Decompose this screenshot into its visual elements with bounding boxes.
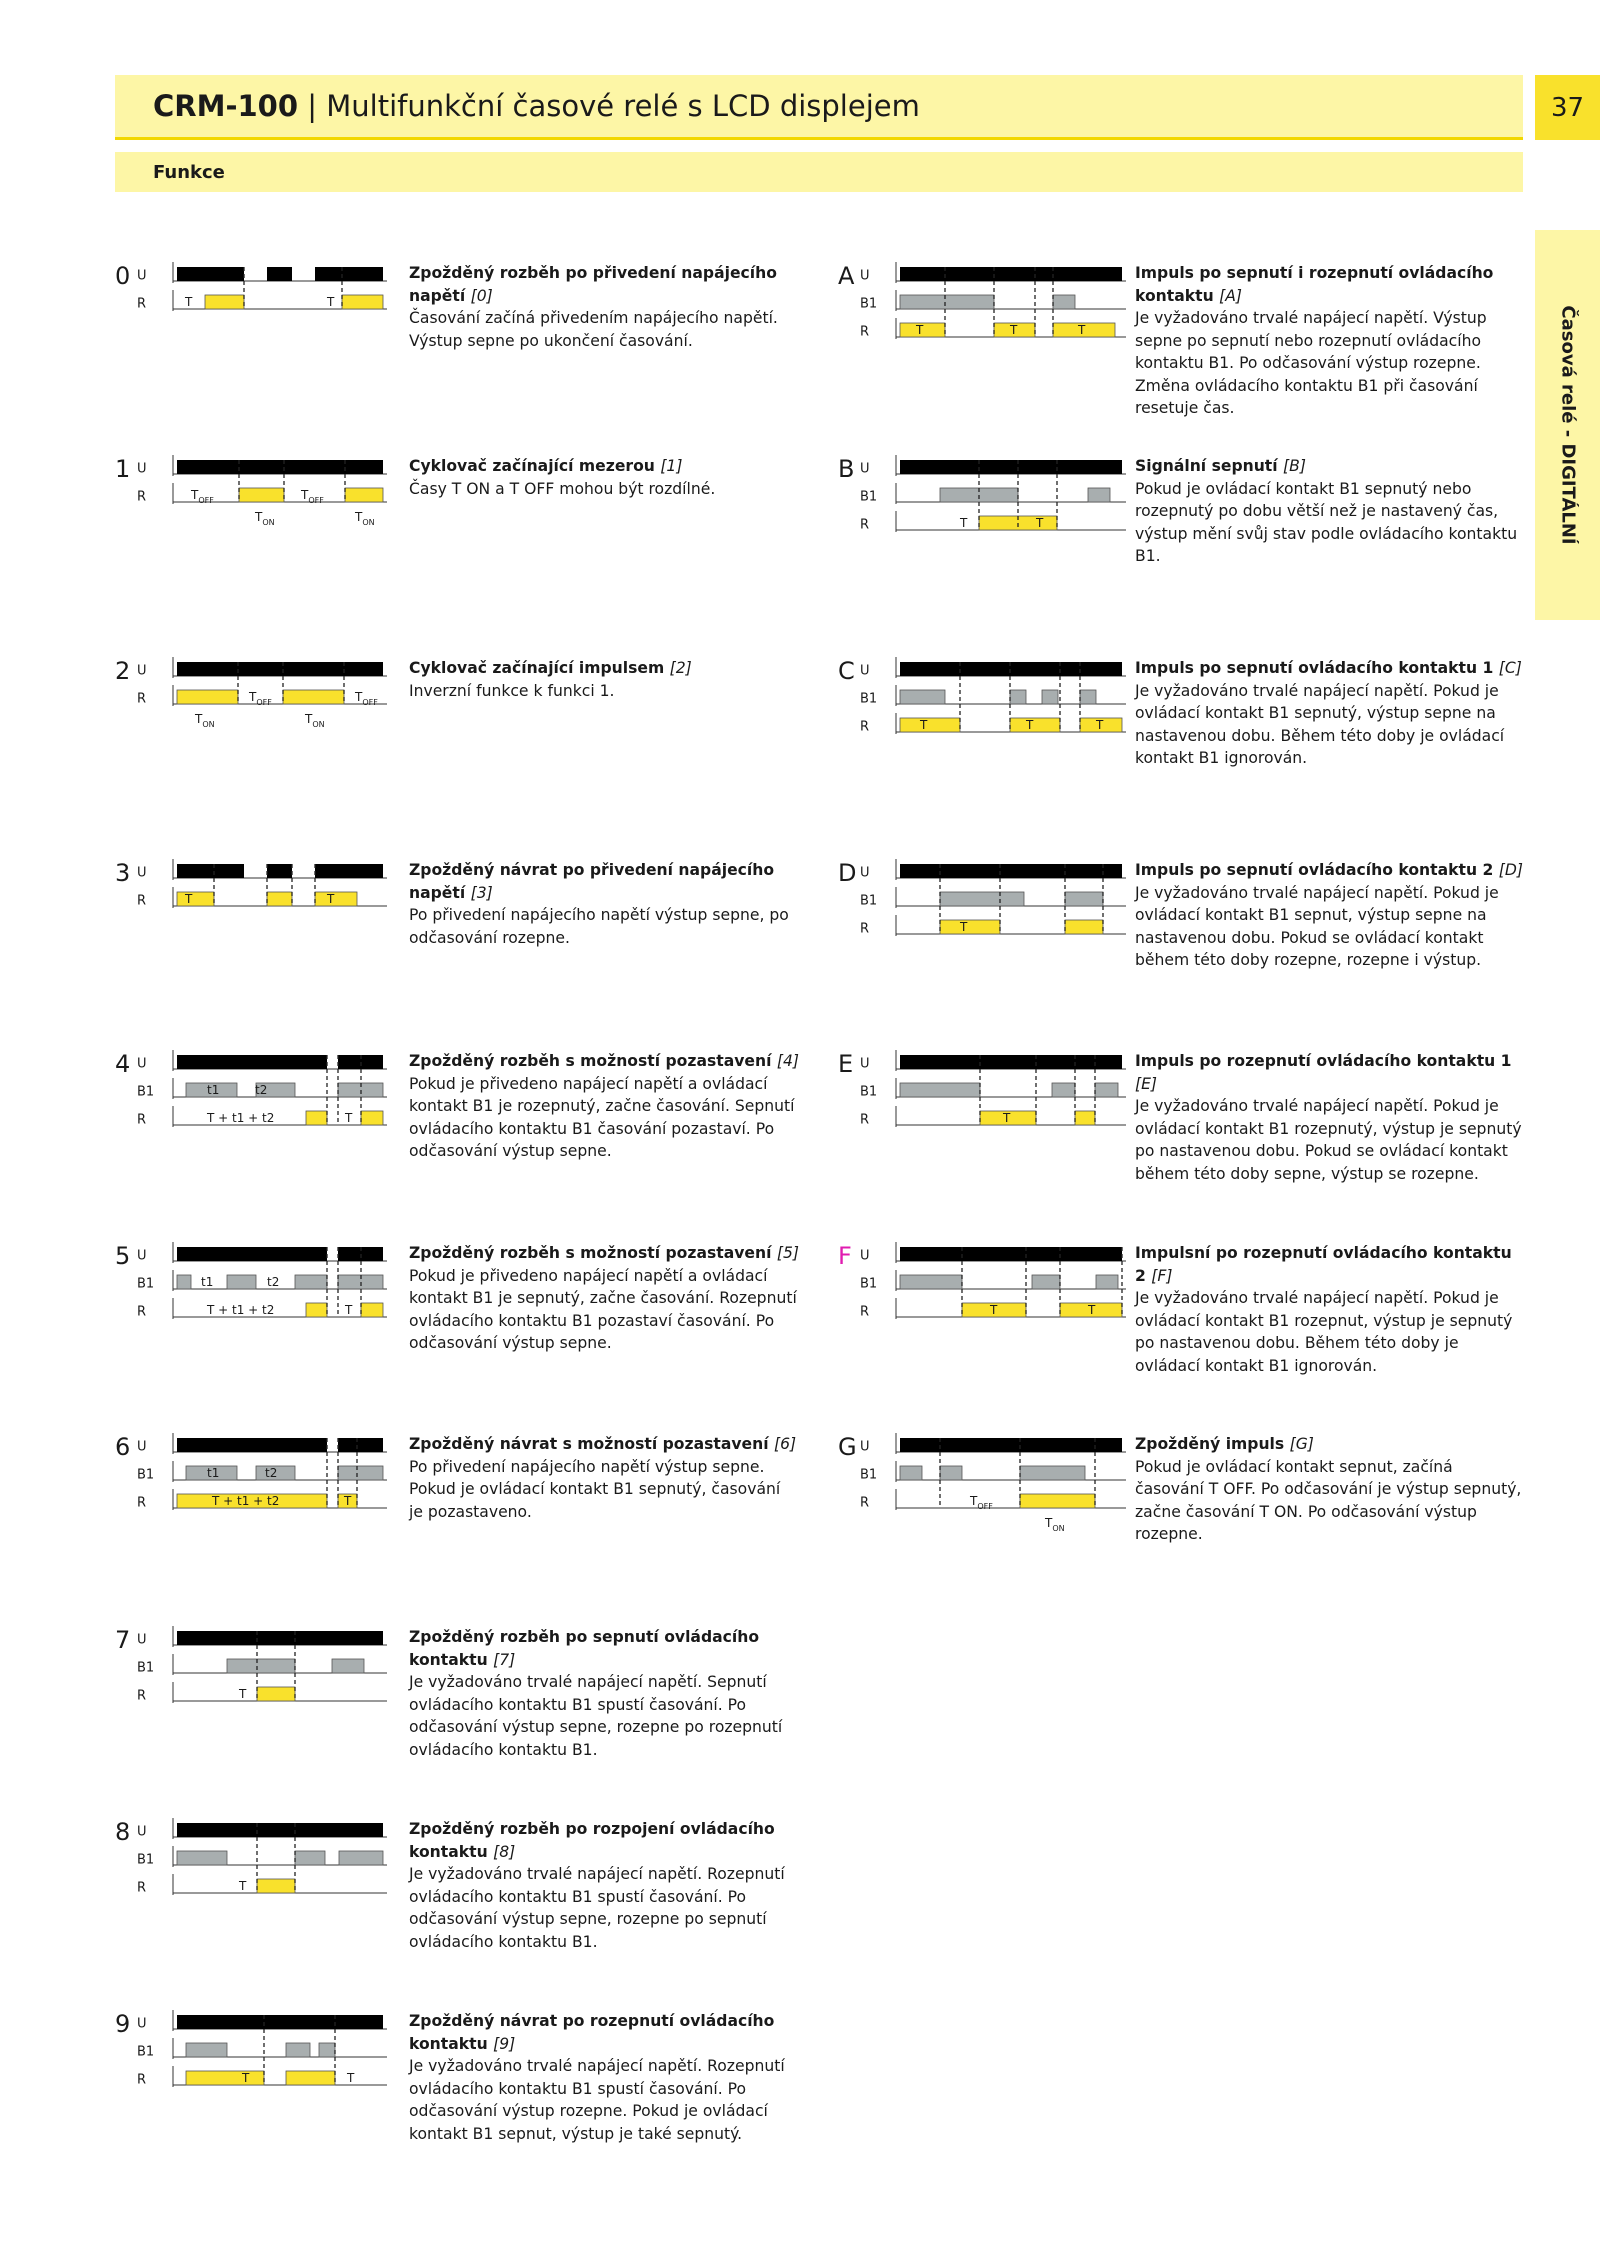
- function-description: Inverzní funkce k funkci 1.: [409, 681, 615, 700]
- function-title-text: Zpožděný návrat po přivedení napájecího napětí: [409, 861, 775, 902]
- time-label: T: [185, 295, 193, 309]
- supply-pulse: [177, 1247, 327, 1261]
- function-key: [7]: [493, 1650, 516, 1669]
- function-title-text: Zpožděný rozběh s možností pozastavení: [409, 1052, 772, 1070]
- function-title: [409, 1818, 799, 1863]
- contact-pulse: [295, 1851, 325, 1865]
- function-description: Je vyžadováno trvalé napájecí napětí. Sepnutí ovládacího kontaktu B1 spustí časování. Po odčasování výstup sepne, rozepne po rozepnutí ovládacího kontaktu B1.: [409, 1673, 783, 1759]
- time-label: T: [960, 516, 968, 530]
- function-description: Je vyžadováno trvalé napájecí napětí. Rozepnutí ovládacího kontaktu B1 spustí časování. Po odčasování výstup sepne, rozepne po sepnutí ovládacího kontaktu B1.: [409, 1865, 785, 1951]
- time-label: $T_{OFF}$: [191, 488, 214, 505]
- time-label: T: [1026, 718, 1034, 732]
- output-pulse: [900, 718, 960, 732]
- function-title-text: Zpožděný rozběh po sepnutí ovládacího kontaktu: [409, 1628, 760, 1669]
- function-description: Je vyžadováno trvalé napájecí napětí. Pokud je ovládací kontakt B1 sepnutý, výstup sepne na nastavenou dobu. Během této doby je ovládací kontakt B1 ignorován.: [1135, 681, 1505, 767]
- function-title: [1135, 262, 1525, 307]
- row-label-r: R: [860, 324, 870, 340]
- row-label-u: U: [137, 1248, 147, 1264]
- contact-pulse: [177, 1851, 227, 1865]
- row-label-r: R: [860, 921, 870, 937]
- function-key: [F]: [1151, 1266, 1173, 1285]
- function-description: Po přivedení napájecího napětí výstup sepne. Pokud je ovládací kontakt B1 sepnutý, časování je pozastaveno.: [409, 1457, 781, 1521]
- contact-pulse: [1052, 1083, 1075, 1097]
- supply-pulse: [177, 267, 244, 281]
- time-label: $T_{OFF}$: [970, 1494, 993, 1511]
- supply-pulse: [900, 662, 1122, 676]
- function-description: Časy T ON a T OFF mohou být rozdílné.: [409, 479, 716, 498]
- row-label-u: U: [137, 1056, 147, 1072]
- output-pulse: [342, 295, 383, 309]
- row-label-r: R: [137, 1112, 147, 1128]
- supply-pulse: [177, 460, 383, 474]
- function-key: [C]: [1498, 659, 1522, 677]
- time-label: $T_{ON}$: [305, 712, 325, 729]
- contact-pulse: [900, 1083, 980, 1097]
- row-label-b1: B1: [860, 1276, 878, 1292]
- section-bar: [115, 152, 1523, 192]
- output-pulse: [1065, 920, 1103, 934]
- row-label-r: R: [137, 1495, 147, 1511]
- time-label: T: [990, 1303, 998, 1317]
- row-label-b1: B1: [860, 691, 878, 707]
- function-description: Pokud je ovládací kontakt sepnut, začíná časování T OFF. Po odčasování je výstup sepnutý, začne časování T ON. Po odčasování výstup rozepne.: [1135, 1457, 1522, 1543]
- contact-pulse: [1042, 690, 1058, 704]
- function-text: [1135, 1433, 1525, 1546]
- function-title-text: Impuls po sepnutí ovládacího kontaktu 2: [1135, 861, 1494, 879]
- supply-pulse: [267, 864, 292, 878]
- contact-pulse: [900, 295, 994, 309]
- supply-pulse: [315, 864, 383, 878]
- contact-pulse: [1053, 295, 1075, 309]
- function-title-text: Cyklovač začínající mezerou: [409, 457, 655, 475]
- supply-pulse: [900, 460, 1122, 474]
- time-label: T: [1088, 1303, 1096, 1317]
- function-description: Je vyžadováno trvalé napájecí napětí. Výstup sepne po sepnutí nebo rozepnutí ovládacího kontaktu B1. Po odčasování výstup rozepne. Změna ovládacího kontaktu B1 při časování resetuje čas.: [1135, 309, 1487, 417]
- function-title: [409, 1050, 799, 1073]
- function-code: F: [838, 1242, 852, 1270]
- contact-pulse: [1096, 1275, 1118, 1289]
- function-description: Časování začíná přivedením napájecího napětí. Výstup sepne po ukončení časování.: [409, 309, 778, 350]
- time-label: T + t1 + t2: [207, 1111, 275, 1125]
- side-tab: [1535, 230, 1600, 620]
- function-title: [1135, 1050, 1525, 1095]
- function-description: Pokud je přivedeno napájecí napětí a ovládací kontakt B1 je sepnutý, začne časování. Rozepnutí ovládacího kontaktu B1 pozastaví časování. Po odčasování výstup sepne.: [409, 1266, 797, 1352]
- time-label: T: [327, 892, 335, 906]
- contact-pulse: [339, 1851, 383, 1865]
- function-text: [409, 657, 799, 702]
- function-title: [409, 262, 799, 307]
- time-label: T: [239, 1687, 247, 1701]
- function-title-text: Signální sepnutí: [1135, 457, 1278, 475]
- function-text: [409, 1818, 799, 1953]
- supply-pulse: [177, 864, 244, 878]
- row-label-r: R: [137, 296, 147, 312]
- function-code: 8: [115, 1818, 131, 1846]
- row-label-r: R: [137, 1880, 147, 1896]
- function-title-text: Zpožděný rozběh po rozpojení ovládacího kontaktu: [409, 1820, 775, 1861]
- contact-pulse: [1088, 488, 1110, 502]
- contact-pulse: [940, 1466, 962, 1480]
- supply-pulse: [900, 267, 1122, 281]
- function-text: [409, 1626, 799, 1761]
- title-separator: |: [307, 89, 318, 123]
- function-code: 1: [115, 455, 131, 483]
- contact-pulse: [332, 1659, 364, 1673]
- output-pulse: [1010, 718, 1060, 732]
- row-label-b1: B1: [860, 489, 878, 505]
- row-label-r: R: [137, 1304, 147, 1320]
- time-label: t2: [267, 1275, 280, 1289]
- function-title: [409, 1433, 799, 1456]
- supply-pulse: [267, 267, 292, 281]
- function-text: [409, 262, 799, 352]
- function-code: D: [838, 859, 857, 887]
- function-title-text: Cyklovač začínající impulsem: [409, 659, 665, 677]
- row-label-r: R: [860, 719, 870, 735]
- function-code: B: [838, 455, 855, 483]
- output-pulse: [361, 1111, 383, 1125]
- function-description: Je vyžadováno trvalé napájecí napětí. Pokud je ovládací kontakt B1 rozepnut, výstup je sepnutý po nastavenou dobu. Během této doby je ovládací kontakt B1 ignorován.: [1135, 1289, 1513, 1375]
- row-label-u: U: [137, 865, 147, 881]
- time-label: $T_{ON}$: [195, 712, 215, 729]
- row-label-r: R: [137, 2072, 147, 2088]
- row-label-b1: B1: [860, 1467, 878, 1483]
- row-label-b1: B1: [137, 1276, 155, 1292]
- supply-pulse: [900, 864, 1122, 878]
- function-key: [G]: [1289, 1435, 1314, 1453]
- header-bar: [115, 75, 1523, 140]
- time-label: T: [960, 920, 968, 934]
- function-description: Je vyžadováno trvalé napájecí napětí. Pokud je ovládací kontakt B1 rozepnutý, výstup je sepnutý po nastavenou dobu. Pokud se ovládací kontakt během této doby sepne, výstup se rozepne.: [1135, 1097, 1522, 1183]
- supply-pulse: [177, 1631, 383, 1645]
- function-title-text: Impuls po rozepnutí ovládacího kontaktu 1: [1135, 1052, 1512, 1070]
- function-code: 2: [115, 657, 131, 685]
- row-label-u: U: [860, 268, 870, 284]
- output-pulse: [306, 1111, 327, 1125]
- time-label: $T_{ON}$: [355, 510, 375, 527]
- row-label-u: U: [137, 2016, 147, 2032]
- contact-pulse: [227, 1659, 295, 1673]
- function-description: Je vyžadováno trvalé napájecí napětí. Rozepnutí ovládacího kontaktu B1 spustí časování. Po odčasování výstup rozepne. Pokud je ovládací kontakt B1 sepnut, výstup je také sepnutý.: [409, 2057, 785, 2143]
- time-label: T: [239, 1879, 247, 1893]
- output-pulse: [286, 2071, 335, 2085]
- contact-pulse: [177, 1275, 191, 1289]
- function-key: [4]: [776, 1052, 799, 1070]
- function-text: [409, 1433, 799, 1523]
- function-text: [409, 2010, 799, 2145]
- row-label-u: U: [860, 1248, 870, 1264]
- contact-pulse: [1020, 1466, 1085, 1480]
- output-pulse: [257, 1687, 295, 1701]
- time-label: T: [185, 892, 193, 906]
- function-text: [1135, 1242, 1525, 1377]
- contact-pulse: [1032, 1275, 1060, 1289]
- contact-pulse: [186, 2043, 227, 2057]
- section-title: Funkce: [153, 162, 225, 183]
- contact-pulse: [338, 1466, 383, 1480]
- function-key: [2]: [669, 659, 692, 677]
- contact-pulse: [319, 2043, 335, 2057]
- function-title-text: Impuls po sepnutí i rozepnutí ovládacího kontaktu: [1135, 264, 1494, 305]
- contact-pulse: [1080, 690, 1096, 704]
- row-label-b1: B1: [137, 2044, 155, 2060]
- row-label-b1: B1: [860, 1084, 878, 1100]
- function-text: [1135, 262, 1525, 420]
- row-label-r: R: [860, 1112, 870, 1128]
- row-label-r: R: [137, 489, 147, 505]
- supply-pulse: [177, 2015, 383, 2029]
- function-text: [1135, 859, 1525, 972]
- contact-pulse: [1010, 690, 1026, 704]
- function-code: 9: [115, 2010, 131, 2038]
- contact-pulse: [900, 690, 945, 704]
- function-title: [1135, 859, 1525, 882]
- output-pulse: [283, 690, 344, 704]
- output-pulse: [361, 1303, 383, 1317]
- function-title: [409, 1242, 799, 1265]
- supply-pulse: [900, 1247, 1122, 1261]
- row-label-u: U: [137, 1632, 147, 1648]
- function-title-text: Impuls po sepnutí ovládacího kontaktu 1: [1135, 659, 1494, 677]
- row-label-u: U: [137, 663, 147, 679]
- output-pulse: [186, 2071, 264, 2085]
- time-label: T: [345, 1111, 353, 1125]
- function-title-text: Zpožděný rozběh s možností pozastavení: [409, 1244, 772, 1262]
- output-pulse: [239, 488, 284, 502]
- supply-pulse: [177, 662, 383, 676]
- output-pulse: [205, 295, 244, 309]
- row-label-b1: B1: [137, 1084, 155, 1100]
- time-label: $T_{ON}$: [255, 510, 275, 527]
- time-label: T: [345, 1303, 353, 1317]
- time-label: T: [327, 295, 335, 309]
- supply-pulse: [900, 1055, 1122, 1069]
- function-title: [409, 2010, 799, 2055]
- function-key: [0]: [470, 286, 493, 305]
- function-code: 4: [115, 1050, 131, 1078]
- contact-pulse: [1065, 892, 1103, 906]
- function-code: 3: [115, 859, 131, 887]
- row-label-r: R: [860, 1495, 870, 1511]
- row-label-u: U: [860, 1056, 870, 1072]
- row-label-b1: B1: [860, 296, 878, 312]
- supply-pulse: [315, 267, 383, 281]
- supply-pulse: [177, 1823, 383, 1837]
- contact-pulse: [900, 1466, 922, 1480]
- row-label-r: R: [137, 1688, 147, 1704]
- page-number: 37: [1535, 75, 1600, 140]
- time-label: T: [344, 1494, 352, 1508]
- function-text: [409, 455, 799, 500]
- function-code: G: [838, 1433, 857, 1461]
- row-label-b1: B1: [137, 1467, 155, 1483]
- row-label-b1: B1: [137, 1852, 155, 1868]
- function-key: [E]: [1135, 1074, 1158, 1093]
- contact-pulse: [295, 1275, 327, 1289]
- function-code: C: [838, 657, 855, 685]
- side-tab-label: Časová relé - DIGITÁLNÍ: [1557, 305, 1578, 545]
- row-label-u: U: [860, 461, 870, 477]
- supply-pulse: [338, 1438, 383, 1452]
- output-pulse: [345, 488, 383, 502]
- title-text: Multifunkční časové relé s LCD displejem: [326, 89, 920, 123]
- function-code: 0: [115, 262, 131, 290]
- output-pulse: [177, 690, 238, 704]
- output-pulse: [306, 1303, 327, 1317]
- row-label-b1: B1: [860, 893, 878, 909]
- contact-pulse: [286, 2043, 310, 2057]
- function-key: [1]: [660, 457, 683, 475]
- row-label-r: R: [860, 1304, 870, 1320]
- function-title: [409, 455, 799, 478]
- time-label: T: [1096, 718, 1104, 732]
- row-label-u: U: [860, 865, 870, 881]
- function-title: [1135, 657, 1525, 680]
- function-title-text: Zpožděný impuls: [1135, 1435, 1285, 1453]
- function-text: [1135, 1050, 1525, 1185]
- function-key: [5]: [776, 1244, 799, 1262]
- function-title: [409, 859, 799, 904]
- contact-pulse: [227, 1275, 256, 1289]
- function-title-text: Zpožděný rozběh po přivedení napájecího napětí: [409, 264, 777, 305]
- row-label-r: R: [860, 517, 870, 533]
- function-code: A: [838, 262, 855, 290]
- function-title: [1135, 455, 1525, 478]
- function-code: 5: [115, 1242, 131, 1270]
- time-label: $T_{OFF}$: [249, 690, 272, 707]
- row-label-r: R: [137, 691, 147, 707]
- time-label: T: [920, 718, 928, 732]
- function-key: [9]: [493, 2034, 516, 2053]
- function-text: [409, 1050, 799, 1163]
- function-text: [1135, 657, 1525, 770]
- function-title-text: Zpožděný návrat po rozepnutí ovládacího kontaktu: [409, 2012, 775, 2053]
- function-title: [409, 657, 799, 680]
- supply-pulse: [177, 1055, 327, 1069]
- time-label: $T_{OFF}$: [301, 488, 324, 505]
- page-title: [153, 89, 920, 123]
- time-label: T + t1 + t2: [207, 1303, 275, 1317]
- time-label: $T_{ON}$: [1045, 1516, 1065, 1533]
- output-pulse: [257, 1879, 295, 1893]
- row-label-u: U: [860, 663, 870, 679]
- function-key: [6]: [774, 1435, 797, 1453]
- time-label: t1: [201, 1275, 214, 1289]
- function-description: Pokud je ovládací kontakt B1 sepnutý nebo rozepnutý po dobu větší než je nastavený čas, výstup mění svůj stav podle ovládacího kontaktu B1.: [1135, 479, 1518, 565]
- output-pulse: [315, 892, 357, 906]
- row-label-u: U: [137, 1439, 147, 1455]
- supply-pulse: [177, 1438, 327, 1452]
- supply-pulse: [900, 1438, 1122, 1452]
- time-label: $T_{OFF}$: [355, 690, 378, 707]
- time-label: T: [1003, 1111, 1011, 1125]
- output-pulse: [267, 892, 292, 906]
- function-title-text: Impulsní po rozepnutí ovládacího kontaktu 2: [1135, 1244, 1512, 1285]
- time-label: t1: [207, 1083, 220, 1097]
- time-label: T: [347, 2071, 355, 2085]
- function-key: [3]: [470, 883, 493, 902]
- row-label-r: R: [137, 893, 147, 909]
- function-key: [D]: [1498, 861, 1523, 879]
- function-key: [8]: [493, 1842, 516, 1861]
- time-label: t2: [265, 1466, 278, 1480]
- function-title: [409, 1626, 799, 1671]
- row-label-u: U: [860, 1439, 870, 1455]
- function-code: E: [838, 1050, 854, 1078]
- function-description: Je vyžadováno trvalé napájecí napětí. Pokud je ovládací kontakt B1 sepnut, výstup sepne na nastavenou dobu. Pokud se ovládací kontakt během této doby rozepne, rozepne i výstup.: [1135, 883, 1499, 969]
- function-description: Pokud je přivedeno napájecí napětí a ovládací kontakt B1 je rozepnutý, začne časování. Sepnutí ovládacího kontaktu B1 časování pozastaví. Po odčasování výstup sepne.: [409, 1074, 795, 1160]
- row-label-u: U: [137, 268, 147, 284]
- time-label: T: [1010, 323, 1018, 337]
- output-pulse: [177, 892, 214, 906]
- function-code: 7: [115, 1626, 131, 1654]
- time-label: t1: [207, 1466, 220, 1480]
- contact-pulse: [940, 892, 1024, 906]
- product-name: CRM-100: [153, 89, 299, 123]
- function-title-text: Zpožděný návrat s možností pozastavení: [409, 1435, 769, 1453]
- time-label: T + t1 + t2: [212, 1494, 280, 1508]
- output-pulse: [1020, 1494, 1095, 1508]
- time-label: T: [916, 323, 924, 337]
- row-label-u: U: [137, 1824, 147, 1840]
- function-code: 6: [115, 1433, 131, 1461]
- function-key: [A]: [1219, 286, 1242, 305]
- row-label-b1: B1: [137, 1660, 155, 1676]
- time-label: t2: [255, 1083, 268, 1097]
- function-text: [409, 859, 799, 949]
- time-label: T: [242, 2071, 250, 2085]
- function-text: [1135, 455, 1525, 568]
- contact-pulse: [1095, 1083, 1118, 1097]
- function-title: [1135, 1433, 1525, 1456]
- function-description: Po přivedení napájecího napětí výstup sepne, po odčasování rozepne.: [409, 906, 789, 947]
- row-label-u: U: [137, 461, 147, 477]
- function-key: [B]: [1283, 457, 1306, 475]
- output-pulse: [1075, 1111, 1095, 1125]
- time-label: T: [1078, 323, 1086, 337]
- contact-pulse: [900, 1275, 962, 1289]
- output-pulse: [940, 920, 1000, 934]
- function-text: [409, 1242, 799, 1355]
- function-title: [1135, 1242, 1525, 1287]
- time-label: T: [1036, 516, 1044, 530]
